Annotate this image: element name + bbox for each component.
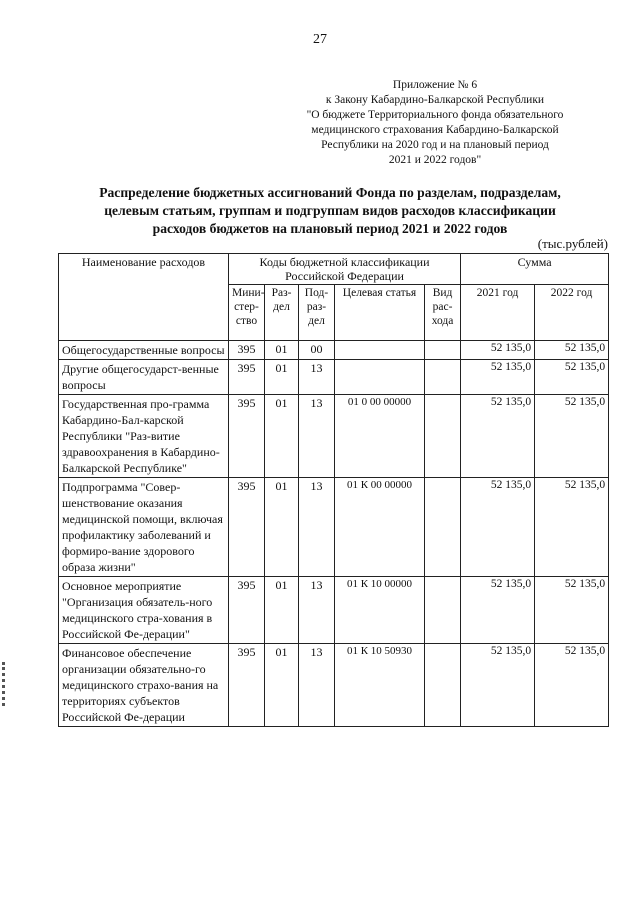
row-subsection: 13 bbox=[299, 360, 335, 395]
row-2021: 52 135,0 bbox=[461, 644, 535, 727]
appendix-line: Приложение № 6 bbox=[392, 79, 478, 91]
table-row bbox=[59, 478, 609, 577]
row-section: 01 bbox=[265, 577, 299, 644]
budget-table bbox=[58, 253, 609, 727]
row-ministry: 395 bbox=[229, 341, 265, 360]
title-line: расходов бюджетов на плановый период 2021 и 2022 годов bbox=[152, 221, 508, 236]
row-ministry: 395 bbox=[229, 478, 265, 577]
row-ministry: 395 bbox=[229, 644, 265, 727]
document-title bbox=[40, 184, 620, 238]
row-2021: 52 135,0 bbox=[461, 341, 535, 360]
row-subsection: 13 bbox=[299, 644, 335, 727]
row-kind bbox=[425, 577, 461, 644]
row-2022: 52 135,0 bbox=[535, 395, 609, 478]
header-kind: Вид рас-хода bbox=[425, 285, 461, 341]
row-target bbox=[335, 341, 425, 360]
row-kind bbox=[425, 478, 461, 577]
header-codes-group: Коды бюджетной классификации Российской Федерации bbox=[229, 254, 461, 285]
row-section: 01 bbox=[265, 478, 299, 577]
header-name: Наименование расходов bbox=[59, 254, 229, 341]
appendix-line: к Закону Кабардино-Балкарской Республики bbox=[325, 94, 545, 106]
row-section: 01 bbox=[265, 644, 299, 727]
title-line: целевым статьям, группам и подгруппам видов расходов классификации bbox=[104, 203, 556, 218]
header-2021: 2021 год bbox=[461, 285, 535, 341]
table-row bbox=[59, 395, 609, 478]
appendix-line: "О бюджете Территориального фонда обязательного bbox=[306, 109, 564, 121]
row-target: 01 К 10 00000 bbox=[335, 577, 425, 644]
units-label: (тыс.рублей) bbox=[537, 236, 608, 251]
row-target: 01 0 00 00000 bbox=[335, 395, 425, 478]
row-name: Основное мероприятие "Организация обязатель-ного медицинского стра-хования в Российской Фе-дерации" bbox=[59, 577, 229, 644]
row-section: 01 bbox=[265, 341, 299, 360]
header-section: Раз-дел bbox=[265, 285, 299, 341]
row-name: Финансовое обеспечение организации обязательно-го медицинского страхо-вания на территориях субъектов Российской Фе-дерации bbox=[59, 644, 229, 727]
row-2022: 52 135,0 bbox=[535, 478, 609, 577]
header-target: Целевая статья bbox=[335, 285, 425, 341]
row-ministry: 395 bbox=[229, 360, 265, 395]
row-2021: 52 135,0 bbox=[461, 395, 535, 478]
table-row bbox=[59, 577, 609, 644]
row-section: 01 bbox=[265, 360, 299, 395]
header-2022: 2022 год bbox=[535, 285, 609, 341]
row-target: 01 К 00 00000 bbox=[335, 478, 425, 577]
row-name: Государственная про-грамма Кабардино-Бал-карской Республики "Раз-витие здравоохранения в Кабардино-Балкарской Республике" bbox=[59, 395, 229, 478]
appendix-line: 2021 и 2022 годов" bbox=[388, 154, 482, 166]
row-target: 01 К 10 50930 bbox=[335, 644, 425, 727]
row-subsection: 00 bbox=[299, 341, 335, 360]
row-kind bbox=[425, 360, 461, 395]
header-sum-group: Сумма bbox=[461, 254, 609, 285]
table-row bbox=[59, 341, 609, 360]
table-row bbox=[59, 360, 609, 395]
title-line: Распределение бюджетных ассигнований Фонда по разделам, подразделам, bbox=[99, 185, 561, 200]
row-kind bbox=[425, 395, 461, 478]
row-2021: 52 135,0 bbox=[461, 577, 535, 644]
row-kind bbox=[425, 644, 461, 727]
row-2022: 52 135,0 bbox=[535, 360, 609, 395]
header-ministry: Мини-стер-ство bbox=[229, 285, 265, 341]
appendix-header bbox=[290, 78, 580, 168]
appendix-line: медицинского страхования Кабардино-Балкарской bbox=[311, 124, 559, 136]
row-kind bbox=[425, 341, 461, 360]
row-target bbox=[335, 360, 425, 395]
row-name: Другие общегосударст-венные вопросы bbox=[59, 360, 229, 395]
row-subsection: 13 bbox=[299, 395, 335, 478]
row-2021: 52 135,0 bbox=[461, 360, 535, 395]
header-subsection: Под-раз-дел bbox=[299, 285, 335, 341]
row-2022: 52 135,0 bbox=[535, 577, 609, 644]
row-subsection: 13 bbox=[299, 478, 335, 577]
row-2022: 52 135,0 bbox=[535, 644, 609, 727]
page-number: 27 bbox=[313, 32, 327, 47]
table-row bbox=[59, 644, 609, 727]
row-2021: 52 135,0 bbox=[461, 478, 535, 577]
binding-mark bbox=[2, 662, 9, 706]
row-ministry: 395 bbox=[229, 577, 265, 644]
row-section: 01 bbox=[265, 395, 299, 478]
row-name: Общегосударственные вопросы bbox=[59, 341, 229, 360]
appendix-line: Республики на 2020 год и на плановый период bbox=[321, 139, 549, 151]
row-ministry: 395 bbox=[229, 395, 265, 478]
row-2022: 52 135,0 bbox=[535, 341, 609, 360]
row-name: Подпрограмма "Совер-шенствование оказания медицинской помощи, включая профилактику заболеваний и формиро-вание здорового образа жизни" bbox=[59, 478, 229, 577]
row-subsection: 13 bbox=[299, 577, 335, 644]
